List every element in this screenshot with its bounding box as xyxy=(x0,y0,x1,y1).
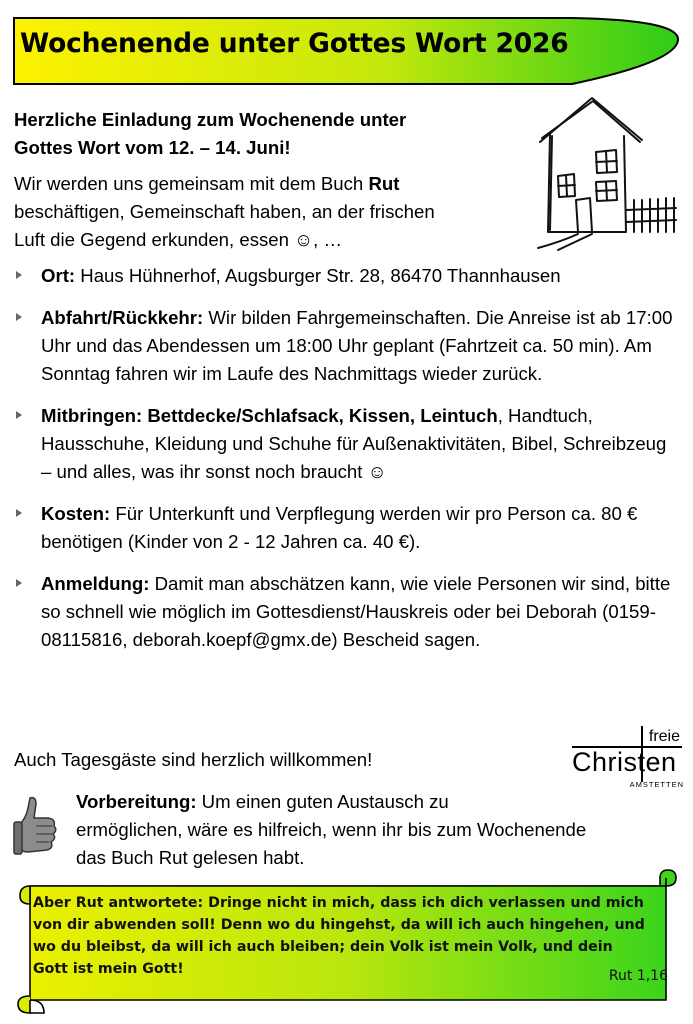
logo-amstetten: AMSTETTEN xyxy=(629,780,684,789)
arrow-bullet-icon xyxy=(16,509,22,517)
preparation-line3: das Buch Rut gelesen habt. xyxy=(76,847,305,868)
intro-line1 xyxy=(14,170,524,198)
intro-line3: Luft die Gegend erkunden, essen ☺, … xyxy=(14,229,343,250)
intro-heading-line1: Herzliche Einladung zum Wochenende unter xyxy=(14,109,407,130)
list-item-travel xyxy=(14,304,680,388)
intro-heading xyxy=(14,106,514,162)
bible-verse: Aber Rut antwortete: Dringe nicht in mich, dass ich dich verlassen und mich von dir abwenden soll! Denn wo du hingehst, da will ich auch hingehen, und wo du bleibst, da will ich auch bleiben; dein Volk ist mein Volk, und dein Gott ist mein Gott! xyxy=(33,895,645,977)
page-title: Wochenende unter Gottes Wort 2026 xyxy=(20,28,569,59)
thumbs-up-icon xyxy=(12,796,58,858)
intro-book-name: Rut xyxy=(368,173,400,194)
intro-text xyxy=(14,170,524,254)
costs-label: Kosten: xyxy=(41,503,111,524)
preparation-line2: ermöglichen, wäre es hilfreich, wenn ihr bis zum Wochenende xyxy=(76,819,587,840)
preparation-line1 xyxy=(76,788,686,816)
arrow-bullet-icon xyxy=(16,579,22,587)
logo-freie: freie xyxy=(648,728,680,745)
list-item-registration xyxy=(14,570,680,654)
house-sketch-icon xyxy=(530,92,680,252)
list-item-location xyxy=(14,262,680,290)
arrow-bullet-icon xyxy=(16,271,22,279)
info-list xyxy=(14,262,680,668)
preparation-label: Vorbereitung: xyxy=(76,791,197,812)
bring-along-label: Mitbringen: Bettdecke/Schlafsack, Kissen, Leintuch xyxy=(41,405,498,426)
verse-reference: Rut 1,16 xyxy=(608,968,668,984)
logo-christen: Christen xyxy=(572,747,677,777)
arrow-bullet-icon xyxy=(16,313,22,321)
location-label: Ort: xyxy=(41,265,76,286)
preparation-text-start: Um einen guten Austausch zu xyxy=(196,791,449,812)
preparation-note xyxy=(76,788,686,872)
travel-text: Wir bilden Fahrgemeinschaften. Die Anreise ist ab 17:00 Uhr und das Abendessen um 18:00 Uhr geplant (Fahrtzeit ca. 50 min). Am Sonntag fahren wir im Laufe des Nachmittags wieder zurück. xyxy=(41,307,673,384)
freie-christen-logo xyxy=(570,726,686,794)
intro-text-start: Wir werden uns gemeinsam mit dem Buch xyxy=(14,173,369,194)
registration-label: Anmeldung: xyxy=(41,573,150,594)
arrow-bullet-icon xyxy=(16,411,22,419)
list-item-costs xyxy=(14,500,680,556)
registration-text: Damit man abschätzen kann, wie viele Personen wir sind, bitte so schnell wie möglich im Gottesdienst/Hauskreis oder bei Deborah (0159-08115816, deborah.koepf@gmx.de) Bescheid sagen. xyxy=(41,573,671,650)
intro-line2: beschäftigen, Gemeinschaft haben, an der frischen xyxy=(14,201,435,222)
location-text: Haus Hühnerhof, Augsburger Str. 28, 86470 Thannhausen xyxy=(75,265,561,286)
bring-along-text: , Handtuch, Hausschuhe, Kleidung und Schuhe für Außenaktivitäten, Bibel, Schreibzeug – und alles, was ihr sonst noch braucht ☺ xyxy=(41,405,667,482)
travel-label: Abfahrt/Rückkehr: xyxy=(41,307,204,328)
list-item-bring-along xyxy=(14,402,680,486)
intro-heading-line2: Gottes Wort vom 12. – 14. Juni! xyxy=(14,137,291,158)
day-guests-note: Auch Tagesgäste sind herzlich willkommen! xyxy=(14,749,373,770)
costs-text: Für Unterkunft und Verpflegung werden wir pro Person ca. 80 € benötigen (Kinder von 2 - 12 Jahren ca. 40 €). xyxy=(41,503,638,552)
